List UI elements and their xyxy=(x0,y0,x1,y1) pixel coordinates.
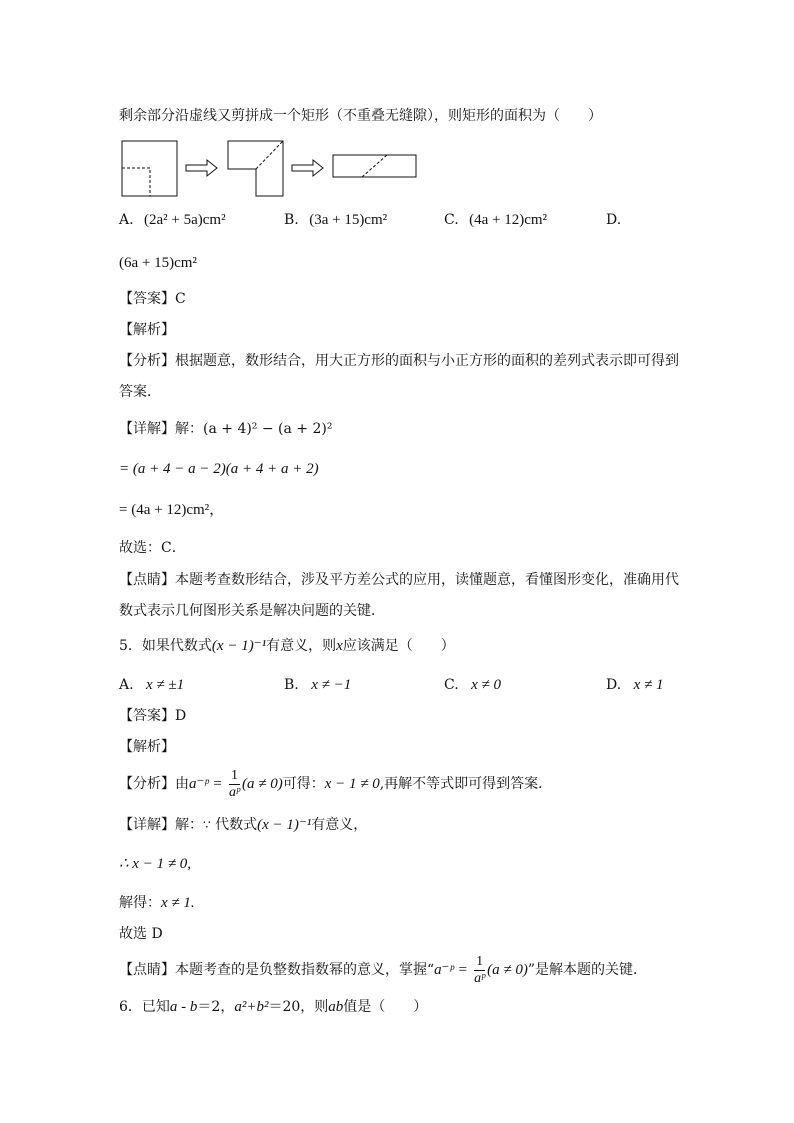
stem-text: 6．已知 xyxy=(119,999,170,1015)
stem-expression: ab xyxy=(328,999,344,1015)
option-label: B. xyxy=(284,677,299,693)
arrow-icon xyxy=(292,160,323,176)
stem-expression: (x − 1)⁻¹ xyxy=(211,638,267,654)
dianjing-text: ”是解本题的关键． xyxy=(527,962,648,978)
l-shape-figure xyxy=(228,141,283,196)
rectangle-figure xyxy=(333,155,416,177)
q5-fenxi xyxy=(119,766,552,802)
q5-detail xyxy=(119,815,367,835)
arrow-icon xyxy=(186,160,217,176)
dianjing-text: 【点睛】本题考查的是负整数指数幂的意义，掌握“ xyxy=(119,962,435,978)
option-expression: (3a + 15)cm² xyxy=(309,212,388,228)
option-label: D. xyxy=(606,212,622,228)
formula-condition: (a ≠ 0) xyxy=(241,776,283,792)
q5-analysis-heading: 【解析】 xyxy=(119,739,175,755)
q5-answer-line: 【答案】D xyxy=(119,708,187,724)
option-label: C. xyxy=(444,677,459,693)
q5-option-d xyxy=(606,674,664,696)
formula-fraction: $\frac{1}{\text{aᵖ}}$ xyxy=(474,953,486,986)
option-expression: x ≠ −1 xyxy=(311,677,352,693)
q5-option-b xyxy=(284,674,351,696)
stem-text: 应该满足（ ） xyxy=(342,638,455,654)
dianjing-continued: 数式表示几何图形关系是解决问题的关键． xyxy=(119,603,385,619)
fenxi-text: 可得： xyxy=(282,776,325,792)
analysis-fenxi-continued: 答案． xyxy=(119,384,161,400)
detail-step-1: 【详解】解：(a + 4)² − (a + 2)² xyxy=(119,421,333,437)
option-d xyxy=(606,209,621,231)
q5-therefore-line: ∴ x − 1 ≠ 0, xyxy=(119,856,192,872)
option-label: A. xyxy=(119,212,134,228)
big-square-figure xyxy=(122,141,177,196)
formula-lhs: a⁻ᵖ = xyxy=(189,776,223,792)
option-expression: x ≠ 1 xyxy=(633,677,664,693)
question-6-stem xyxy=(119,997,427,1017)
analysis-fenxi: 【分析】根据题意，数形结合，用大正方形的面积与小正方形的面积的差列式表示即可得到 xyxy=(119,353,679,369)
stem-text: 5．如果代数式 xyxy=(119,638,212,654)
detail-text: 代数式 xyxy=(210,817,258,833)
option-label: C. xyxy=(444,212,459,228)
stem-variable: x xyxy=(336,638,343,654)
option-expression: (4a + 12)cm² xyxy=(469,212,548,228)
analysis-heading: 【解析】 xyxy=(119,322,175,338)
detail-expression: (x − 1)⁻¹ xyxy=(257,817,312,833)
option-expression: x ≠ 0 xyxy=(471,677,502,693)
detail-text: 有意义， xyxy=(311,817,368,833)
figure-cut-paste-diagram xyxy=(119,138,419,200)
q5-option-c xyxy=(444,674,501,696)
option-label: B. xyxy=(284,212,299,228)
answer-line: 【答案】C xyxy=(119,291,186,307)
stem-text: 有意义，则 xyxy=(266,638,337,654)
stem-text: ＝20，则 xyxy=(268,999,329,1015)
stem-text: ＝2， xyxy=(197,999,235,1015)
stem-text: 值是（ ） xyxy=(343,999,428,1015)
q5-option-a xyxy=(119,674,184,696)
question-intro-text: 剩余部分沿虚线又剪拼成一个矩形（不重叠无缝隙），则矩形的面积为（ ） xyxy=(119,108,602,124)
q5-dianjing xyxy=(119,952,647,988)
option-expression: x ≠ ±1 xyxy=(146,677,185,693)
option-expression: (2a² + 5a)cm² xyxy=(144,212,226,228)
solve-expression: x ≠ 1. xyxy=(161,895,195,911)
formula-lhs: a⁻ᵖ = xyxy=(434,962,468,978)
option-a xyxy=(119,209,226,231)
option-c xyxy=(444,209,547,231)
fenxi-text: ,再解不等式即可得到答案． xyxy=(379,776,553,792)
q5-choose-line: 故选 D xyxy=(119,926,163,942)
option-b xyxy=(284,209,387,231)
formula-fraction: $\frac{1}{\text{aᵖ}}$ xyxy=(229,767,240,800)
detail-text: 【详解】解： xyxy=(119,817,203,833)
detail-step-3: = (4a + 12)cm²， xyxy=(119,502,225,518)
option-label: A. xyxy=(119,677,134,693)
fenxi-text: 【分析】由 xyxy=(119,776,189,792)
since-symbol: ∵ xyxy=(203,818,211,832)
q5-solve-line xyxy=(119,893,195,913)
fenxi-expression: x − 1 ≠ 0 xyxy=(324,776,380,792)
option-d-expression xyxy=(119,252,197,274)
stem-expression: a²+b² xyxy=(234,999,269,1015)
question-5-stem xyxy=(119,636,455,656)
solve-text: 解得： xyxy=(119,895,161,911)
choose-line: 故选：C． xyxy=(119,540,186,556)
option-expression: (6a + 15)cm² xyxy=(119,255,197,271)
detail-step-2: = (a + 4 − a − 2)(a + 4 + a + 2) xyxy=(119,461,319,477)
formula-condition: (a ≠ 0) xyxy=(487,962,528,978)
option-label: D. xyxy=(606,677,622,693)
stem-expression: a - b xyxy=(169,999,198,1015)
dianjing-line: 【点睛】本题考查数形结合，涉及平方差公式的应用，读懂题意，看懂图形变化，准确用代 xyxy=(119,572,679,588)
